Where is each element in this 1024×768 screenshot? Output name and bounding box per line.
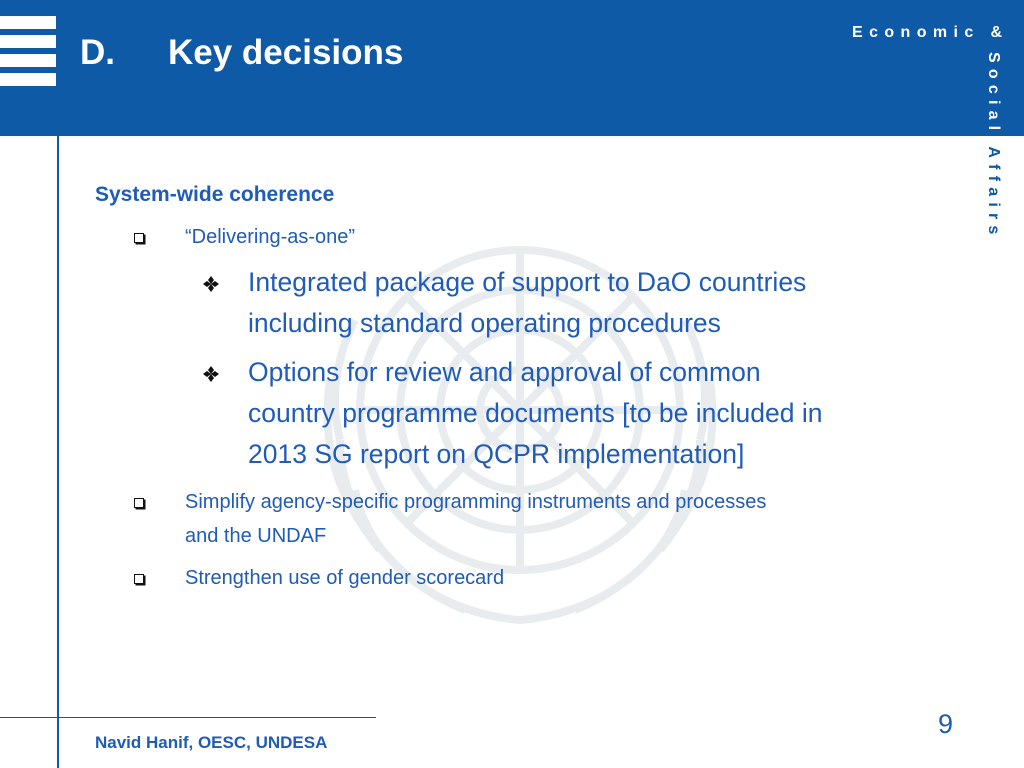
diamond-bullet-icon <box>202 275 220 293</box>
subitem-line: country programme documents [to be included in <box>248 398 823 428</box>
page-number: 9 <box>938 709 954 739</box>
footer-author: Navid Hanif, OESC, UNDESA <box>95 733 328 752</box>
branding-economic: Economic & <box>852 24 1009 41</box>
subitem-line: Integrated package of support to DaO countries <box>248 267 807 297</box>
subitem-line: 2013 SG report on QCPR implementation] <box>248 439 745 469</box>
branding-social: Social <box>985 52 1002 137</box>
list-item-line: and the UNDAF <box>185 525 327 547</box>
square-bullet-icon <box>134 233 144 243</box>
list-item-text: “Delivering-as-one” <box>185 226 356 248</box>
list-item-line: Simplify agency-specific programming instruments and processes <box>185 491 767 513</box>
branding-affairs: Affairs <box>985 146 1002 241</box>
square-bullet-icon <box>134 498 144 508</box>
section-number: D. <box>80 33 115 72</box>
title-text: Key decisions <box>168 33 404 72</box>
diamond-bullet-icon <box>202 365 220 383</box>
list-item-text: Strengthen use of gender scorecard <box>185 567 505 589</box>
subitem-line: including standard operating procedures <box>248 308 721 338</box>
section-heading: System-wide coherence <box>95 183 335 206</box>
square-bullet-icon <box>134 574 144 584</box>
subitem-line: Options for review and approval of common <box>248 357 761 387</box>
